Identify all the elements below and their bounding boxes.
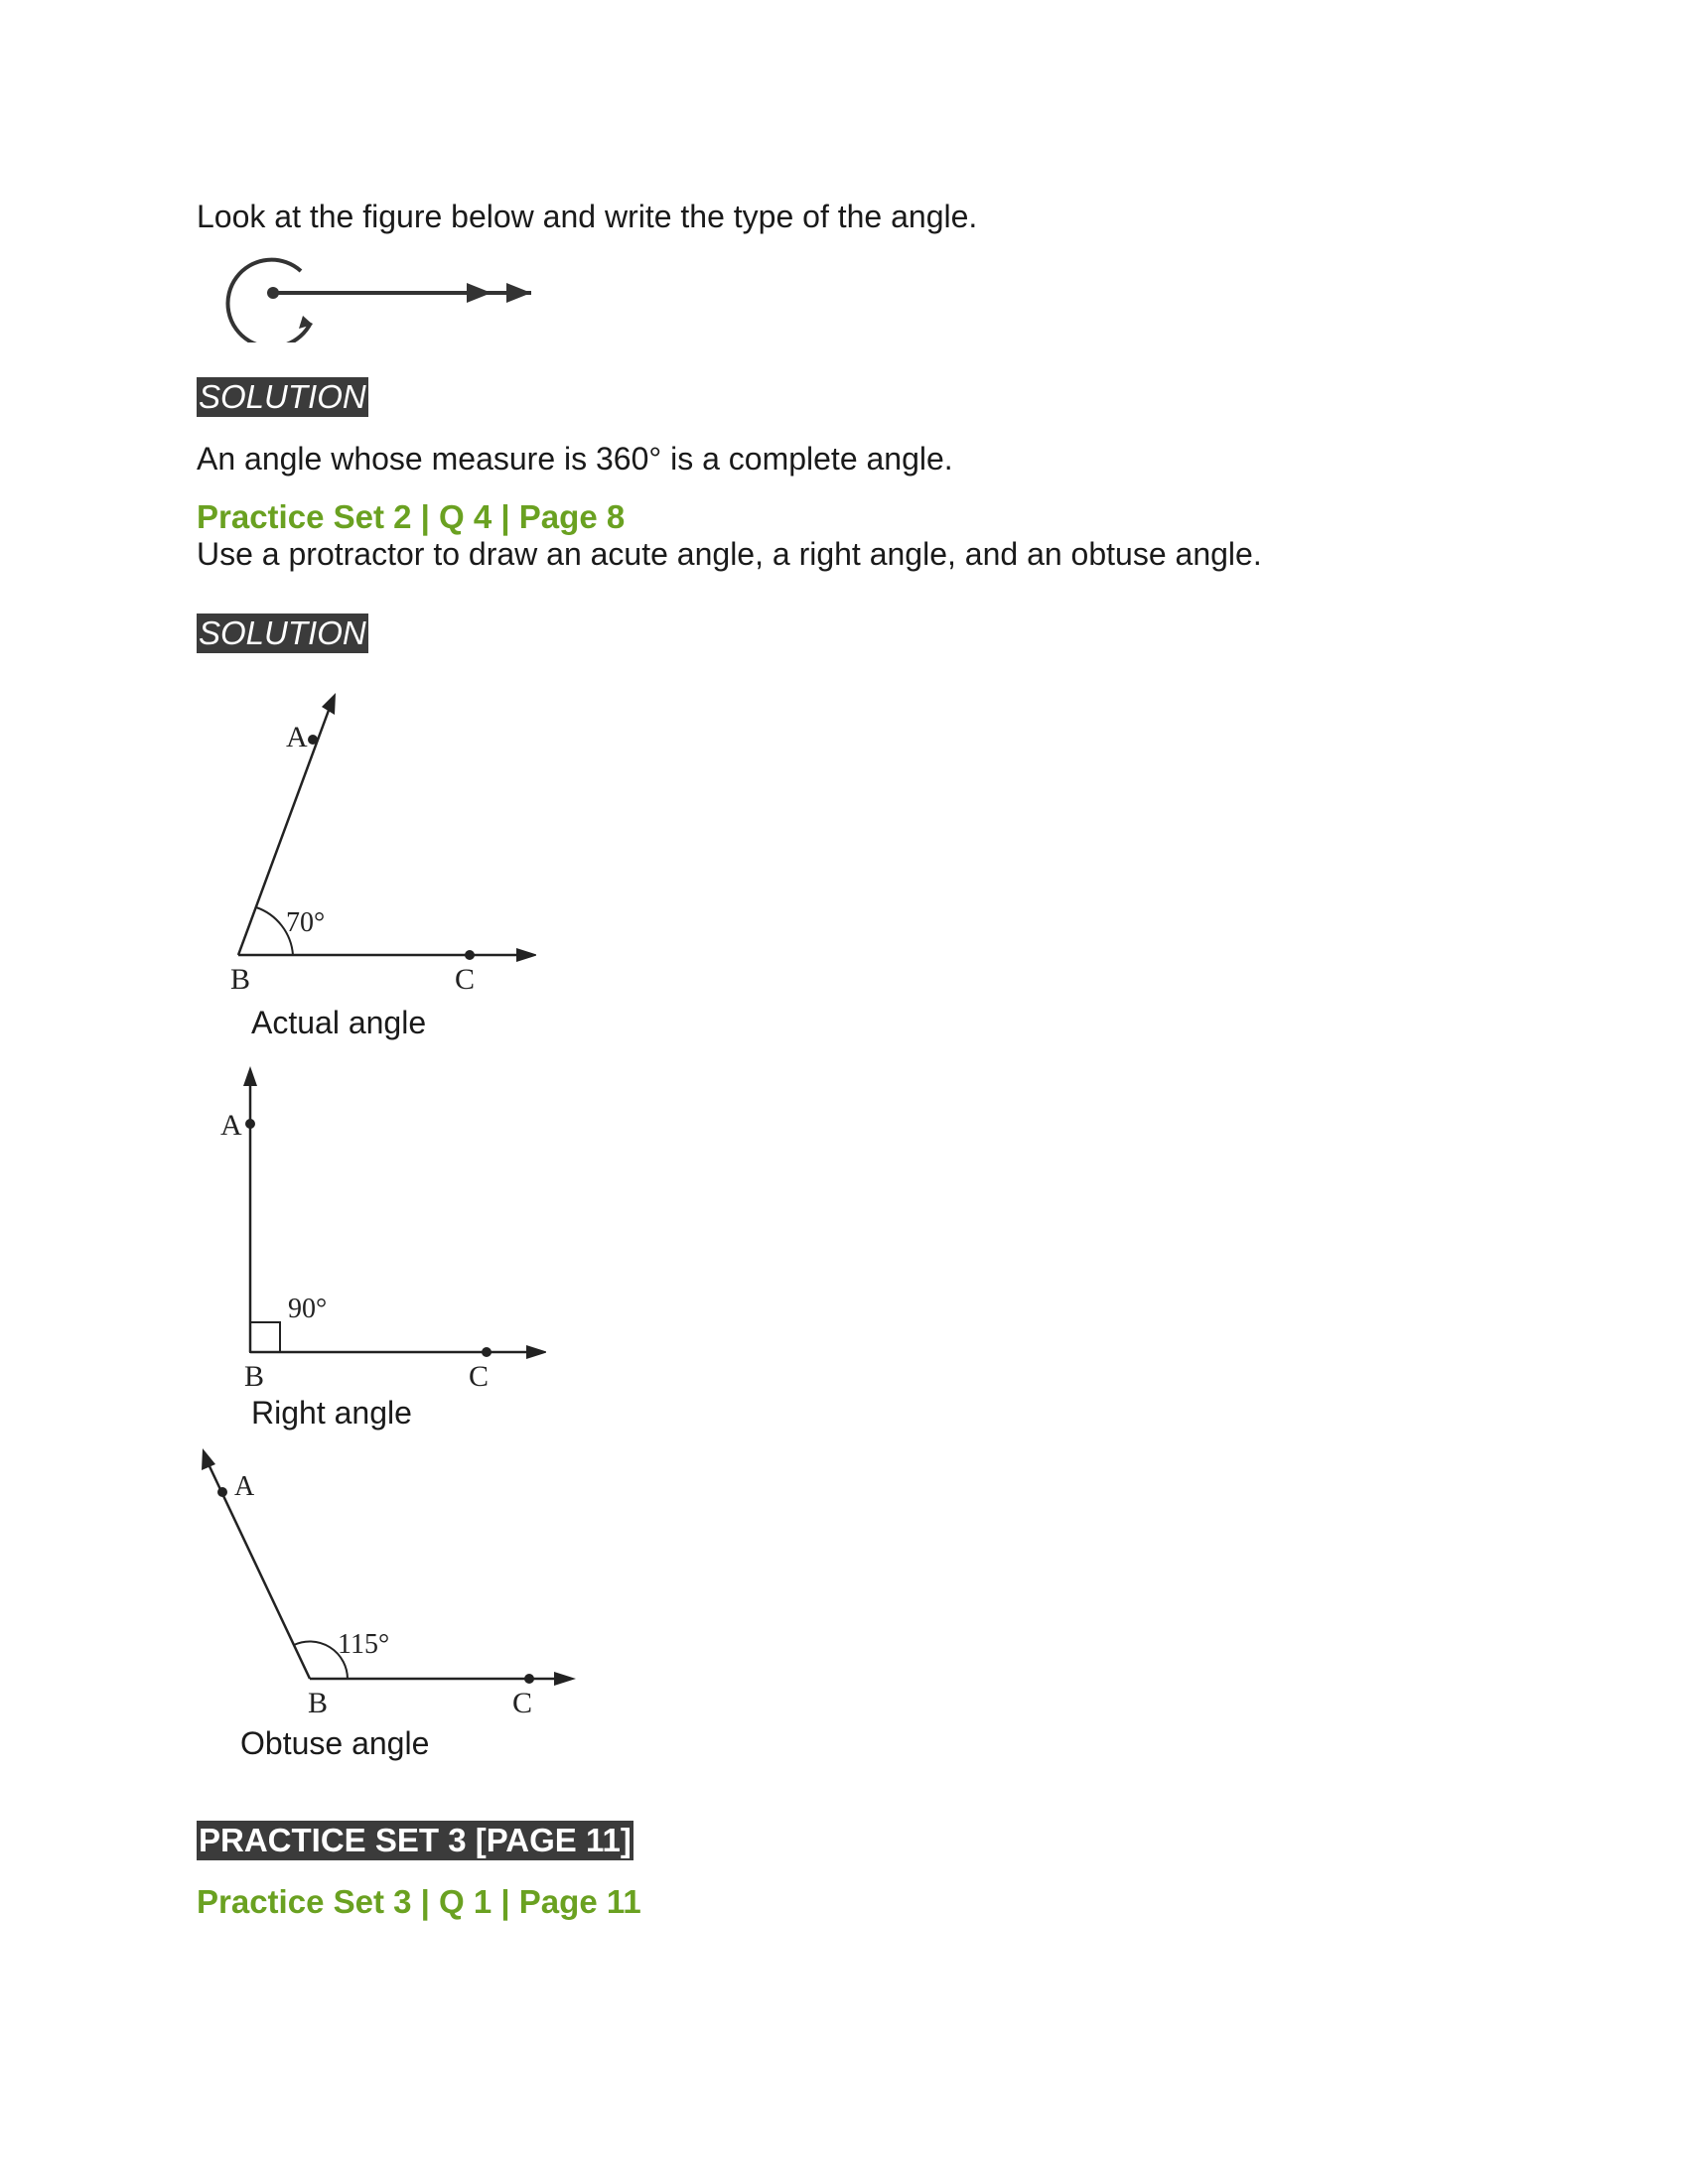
complete-angle-figure	[223, 243, 561, 342]
obtuse-label-a: A	[234, 1471, 255, 1502]
answer-text: An angle whose measure is 360° is a complete angle.	[197, 441, 953, 477]
obtuse-angle-figure	[189, 1444, 576, 1722]
acute-measure: 70°	[286, 907, 326, 938]
acute-angle-figure	[218, 685, 536, 1003]
acute-label-b: B	[230, 963, 251, 996]
obtuse-measure: 115°	[338, 1629, 390, 1660]
obtuse-caption: Obtuse angle	[240, 1725, 430, 1761]
acute-caption: Actual angle	[251, 1005, 427, 1040]
question-heading-link[interactable]: Practice Set 3 | Q 1 | Page 11	[197, 1883, 641, 1920]
double-arrow-head-1	[467, 283, 492, 303]
section-title: PRACTICE SET 3 [PAGE 11]	[199, 1822, 632, 1858]
right-label-c: C	[469, 1360, 490, 1390]
question-prompt: Look at the figure below and write the type of the angle.	[197, 199, 978, 234]
question-heading-link[interactable]: Practice Set 2 | Q 4 | Page 8	[197, 498, 626, 535]
right-caption: Right angle	[251, 1395, 412, 1431]
right-label-b: B	[244, 1360, 265, 1390]
right-angle-figure	[218, 1062, 546, 1390]
complete-angle-arc	[227, 260, 311, 342]
obtuse-label-c: C	[512, 1687, 533, 1719]
right-label-a: A	[220, 1109, 242, 1142]
acute-label-c: C	[455, 963, 476, 996]
double-arrow-head-2	[506, 283, 531, 303]
obtuse-label-b: B	[308, 1687, 329, 1719]
solution-label: SOLUTION	[199, 378, 366, 415]
acute-label-a: A	[286, 721, 308, 753]
question-prompt: Use a protractor to draw an acute angle, a right angle, and an obtuse angle.	[197, 536, 1262, 572]
solution-label: SOLUTION	[199, 614, 366, 651]
right-measure: 90°	[288, 1294, 328, 1324]
